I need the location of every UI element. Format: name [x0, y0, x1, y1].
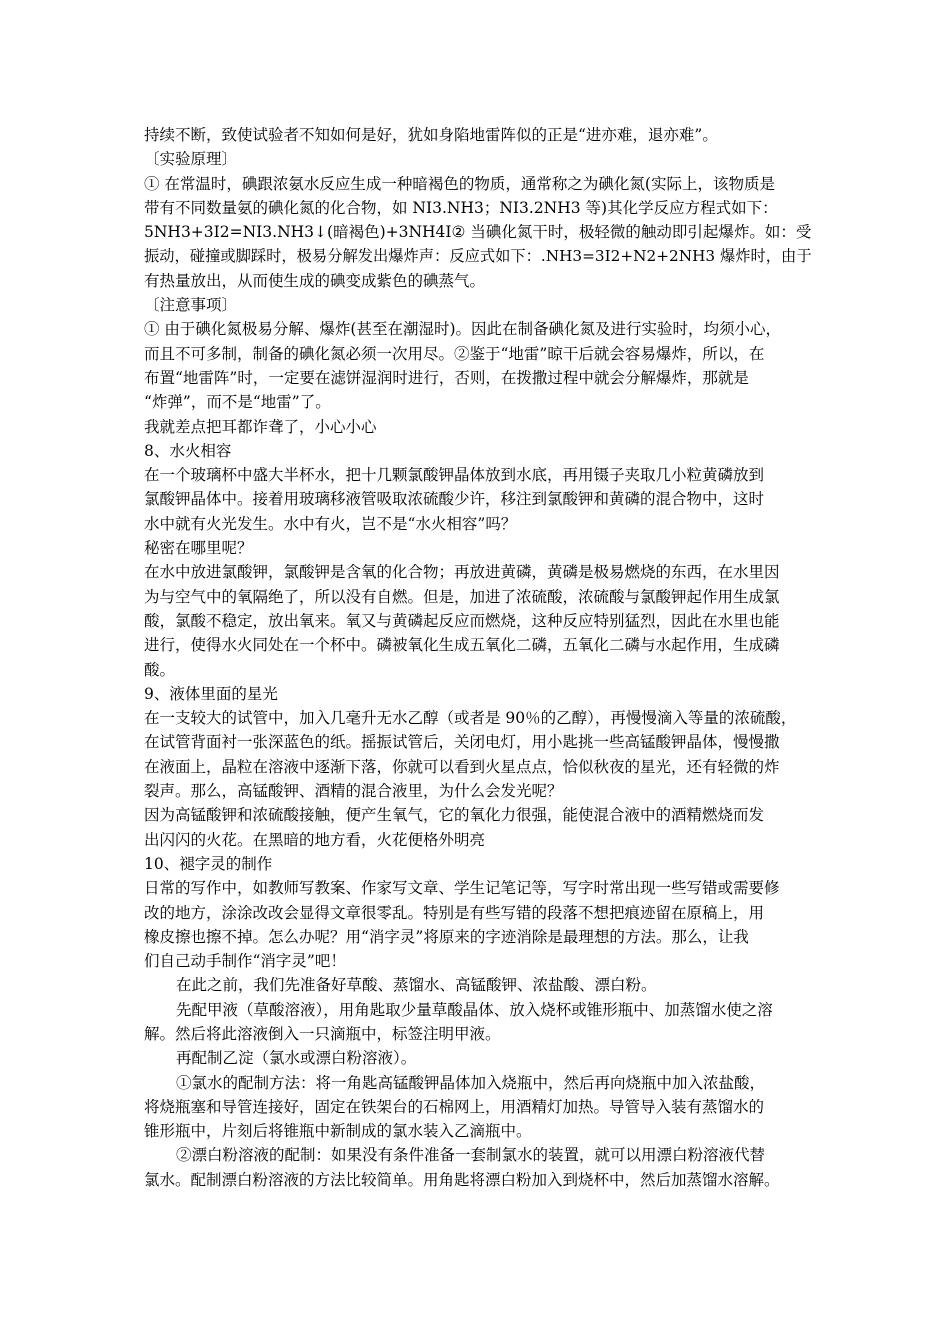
text-line: 有热量放出，从而使生成的碘变成紫色的碘蒸气。	[144, 271, 486, 290]
text-line: 在试管背面衬一张深蓝色的纸。摇振试管后，关闭电灯，用小匙挑一些高锰酸钾晶体，慢慢撒	[144, 733, 780, 752]
text-line: 裂声。那么，高锰酸钾、酒精的混合液里，为什么会发光呢？	[144, 782, 563, 801]
text-line: ①氯水的配制方法：将一角匙高锰酸钾晶体加入烧瓶中，然后再向烧瓶中加入浓盐酸，	[176, 1073, 766, 1092]
section-heading: 〔注意事项〕	[144, 296, 238, 315]
text-line: 持续不断，致使试验者不知如何是好，犹如身陷地雷阵似的正是“进亦难，退亦难”。	[144, 126, 718, 144]
text-line: 在水中放进氯酸钾，氯酸钾是含氧的化合物；再放进黄磷，黄磷是极易燃烧的东西，在水里因	[144, 563, 780, 582]
document-body	[144, 123, 812, 1192]
text-line: 氯水。配制漂白粉溶液的方法比较简单。用角匙将漂白粉加入到烧杯中，然后加蒸馏水溶解。	[144, 1170, 780, 1189]
text-line: 酸，氯酸不稳定，放出氧来。氧又与黄磷起反应而燃烧，这种反应特别猛烈，因此在水里也能	[144, 611, 780, 630]
text-line: 在液面上，晶粒在溶液中逐渐下落，你就可以看到火星点点，恰似秋夜的星光，还有轻微的炸	[144, 757, 780, 776]
text-line: 5NH3+3I2=NI3.NH3↓(暗褐色)+3NH4I② 当碘化氮干时，极轻微的触动即引起爆炸。如：受	[144, 223, 812, 242]
text-line: 进行，使得水火同处在一个杯中。磷被氧化生成五氧化二磷，五氧化二磷与水起作用，生成磷	[144, 636, 780, 655]
text-line: 为与空气中的氧隔绝了，所以没有自燃。但是，加进了浓硫酸，浓硫酸与氯酸钾起作用生成氯	[144, 587, 780, 606]
section-heading: 10、褪字灵的制作	[144, 854, 273, 873]
text-line: 橡皮擦也擦不掉。怎么办呢？用“消字灵”将原来的字迹消除是最理想的方法。那么，让我	[144, 927, 749, 946]
text-line: 而且不可多制，制备的碘化氮必须一次用尽。②鉴于“地雷”晾干后就会容易爆炸，所以，在	[144, 344, 765, 363]
text-line: 水中就有火光发生。水中有火，岂不是“水火相容”吗？	[144, 514, 517, 533]
text-line: “炸弹”，而不是“地雷”了。	[144, 393, 331, 412]
text-line: 因为高锰酸钾和浓硫酸接触，便产生氧气，它的氧化力很强，能使混合液中的酒精燃烧而发	[144, 806, 765, 825]
section-heading: 9、液体里面的星光	[144, 684, 278, 703]
text-line: 带有不同数量氨的碘化氮的化合物，如 NI3.NH3；NI3.2NH3 等)其化学反应方程式如下：	[144, 198, 778, 217]
text-line: 出闪闪的火花。在黑暗的地方看，火花便格外明亮	[144, 830, 486, 849]
text-line: 在一支较大的试管中，加入几毫升无水乙醇（或者是 90％的乙醇），再慢慢滴入等量的浓硫酸，	[144, 709, 797, 728]
text-line: 将烧瓶塞和导管连接好，固定在铁架台的石棉网上，用酒精灯加热。导管导入装有蒸馏水的	[144, 1097, 765, 1116]
text-line: 布置“地雷阵”时，一定要在滤饼湿润时进行，否则，在拨撒过程中就会分解爆炸，那就是	[144, 368, 749, 387]
text-line: 锥形瓶中，片刻后将锥瓶中新制成的氯水装入乙滴瓶中。	[144, 1122, 532, 1141]
text-line: ① 由于碘化氮极易分解、爆炸(甚至在潮湿时)。因此在制备碘化氮及进行实验时，均须小心，	[144, 320, 782, 339]
text-line: 在一个玻璃杯中盛大半杯水，把十几颗氯酸钾晶体放到水底，再用镊子夹取几小粒黄磷放到	[144, 466, 765, 485]
section-heading: 〔实验原理〕	[144, 150, 238, 169]
text-line: 解。然后将此溶液倒入一只滴瓶中，标签注明甲液。	[144, 1024, 501, 1043]
text-line: 日常的写作中，如教师写教案、作家写文章、学生记笔记等，写字时常出现一些写错或需要修	[144, 879, 780, 898]
text-line: ②漂白粉溶液的配制：如果没有条件准备一套制氯水的装置，就可以用漂白粉溶液代替	[176, 1146, 766, 1165]
text-line: 改的地方，涂涂改改会显得文章很零乱。特别是有些写错的段落不想把痕迹留在原稿上，用	[144, 903, 765, 922]
text-line: 我就差点把耳都诈聋了，小心小心	[144, 417, 377, 436]
section-heading: 8、水火相容	[144, 441, 232, 460]
text-line: 再配制乙淀（氯水或漂白粉溶液）。	[176, 1049, 417, 1068]
text-line: 在此之前，我们先准备好草酸、蒸馏水、高锰酸钾、浓盐酸、漂白粉。	[176, 976, 657, 995]
text-line: 酸。	[144, 660, 176, 679]
text-line: 秘密在哪里呢？	[144, 539, 253, 558]
text-line: 先配甲液（草酸溶液），用角匙取少量草酸晶体、放入烧杯或锥形瓶中、加蒸馏水使之溶	[176, 1000, 773, 1019]
text-line: 氯酸钾晶体中。接着用玻璃移液管吸取浓硫酸少许，移注到氯酸钾和黄磷的混合物中，这时	[144, 490, 765, 509]
text-line: 振动，碰撞或脚踩时，极易分解发出爆炸声：反应式如下：.NH3=3I2+N2+2NH3 爆炸时，由于	[144, 247, 812, 266]
text-line: ① 在常温时，碘跟浓氨水反应生成一种暗褐色的物质，通常称之为碘化氮(实际上，该物质是	[144, 174, 775, 193]
text-line: 们自己动手制作“消字灵”吧！	[144, 952, 346, 971]
